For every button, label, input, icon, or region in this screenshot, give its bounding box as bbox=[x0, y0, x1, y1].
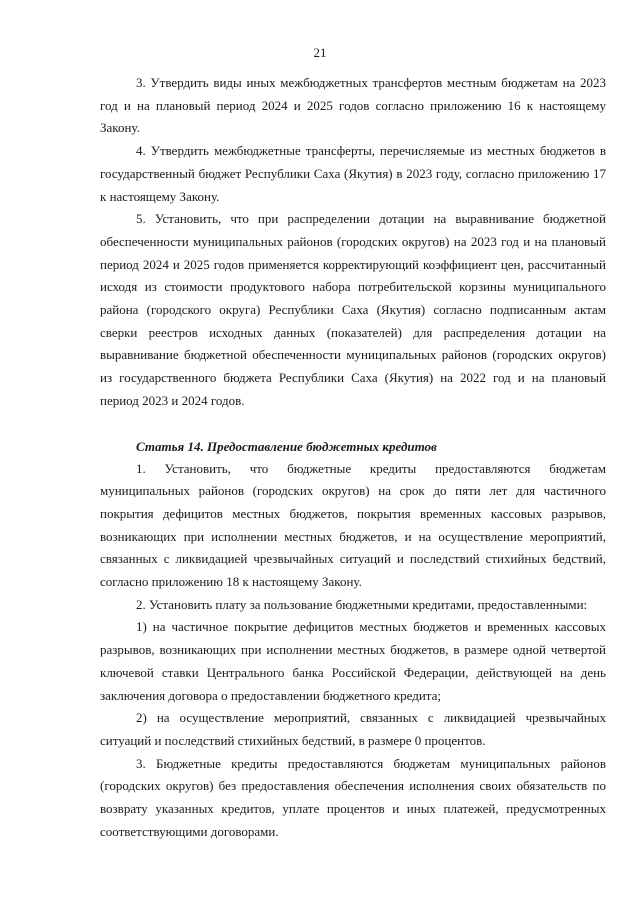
paragraph-item-3: 3. Утвердить виды иных межбюджетных трансфертов местным бюджетам на 2023 год и на плановый период 2024 и 2025 годов согласно приложению 16 к настоящему Закону. bbox=[100, 75, 606, 136]
document-body bbox=[100, 72, 606, 844]
article-heading: Статья 14. Предоставление бюджетных кредитов bbox=[136, 438, 437, 454]
article-subparagraph-1: 1) на частичное покрытие дефицитов местных бюджетов и временных кассовых разрывов, возникающих при исполнении местных бюджетов, в размере одной четвертой ключевой ставки Центрального банка Российской Федерации, действующей на день заключения договора о предоставлении бюджетного кредита; bbox=[100, 619, 606, 703]
article-paragraph-1: 1. Установить, что бюджетные кредиты предоставляются бюджетам муниципальных районов (городских округов) на срок до пяти лет для частичного покрытия дефицитов местных бюджетов, покрытия временных кассовых разрывов, возникающих при исполнении местных бюджетов, и на осуществление мероприятий, связанных с ликвидацией чрезвычайных ситуаций и последствий стихийных бедствий, согласно приложению 18 к настоящему Закону. bbox=[100, 460, 606, 590]
article-paragraph-3: 3. Бюджетные кредиты предоставляются бюджетам муниципальных районов (городских округов) без предоставления обеспечения исполнения своих обязательств по возврату указанных кредитов, уплате процентов и иных платежей, предусмотренных соответствующими договорами. bbox=[100, 755, 606, 839]
paragraph-item-4: 4. Утвердить межбюджетные трансферты, перечисляемые из местных бюджетов в государственный бюджет Республики Саха (Якутия) в 2023 году, согласно приложению 17 к настоящему Закону. bbox=[100, 143, 606, 204]
paragraph-item-5: 5. Установить, что при распределении дотации на выравнивание бюджетной обеспеченности муниципальных районов (городских округов) на 2023 год и на плановый период 2024 и 2025 годов применяется корректирующий коэффициент цен, рассчитанный исходя из стоимости продуктового набора потребительской корзины муниципального района (городского округа) Республики Саха (Якутия) согласно подписанным актам сверки реестров исходных данных (показателей) для распределения дотации на выравнивание бюджетной обеспеченности муниципальных районов (городских округов) из государственного бюджета Республики Саха (Якутия) на 2022 год и на плановый период 2023 и 2024 годов. bbox=[100, 211, 606, 408]
page-number: 21 bbox=[313, 45, 327, 60]
article-paragraph-2: 2. Установить плату за пользование бюджетными кредитами, предоставленными: bbox=[136, 596, 588, 612]
article-subparagraph-2: 2) на осуществление мероприятий, связанных с ликвидацией чрезвычайных ситуаций и последствий стихийных бедствий, в размере 0 процентов. bbox=[100, 710, 606, 748]
